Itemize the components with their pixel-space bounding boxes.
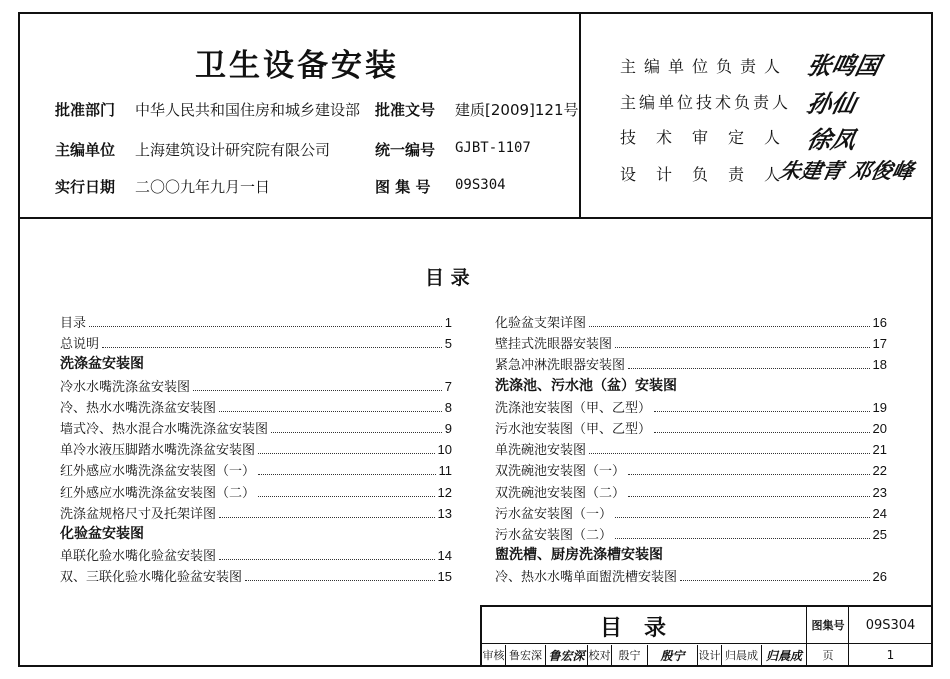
unified-no-value: GJBT-1107 [455,140,531,156]
signature-tech: 孙仙 [804,89,859,118]
page-label: 页 [822,649,834,662]
title-block-divider [480,643,933,644]
toc-entry [60,482,452,503]
atlas-no-cell-value: 09S304 [865,617,916,633]
review-label: 审核 [482,645,506,665]
atlas-no-cell-label: 图集号 [811,619,845,632]
toc-entry-page: 8 [444,399,452,415]
approval-dept-value: 中华人民共和国住房和城乡建设部 [135,101,361,119]
toc-entry-page: 25 [872,526,887,542]
atlas-no-label: 图 集 号 [375,178,431,196]
toc-entry-page: 24 [872,505,887,521]
toc-entry-page: 17 [872,336,887,352]
toc-entry-title: 目录 [60,316,87,331]
toc-entry-title: 污水盆安装图（一） [495,506,613,522]
toc-entry-title: 洗涤池安装图（甲、乙型） [495,400,652,416]
toc-entry [60,566,452,587]
toc-entry-page: 9 [444,420,452,436]
toc-entry-page: 18 [872,357,887,373]
toc-title: 目 录 [425,267,470,289]
toc-entry-page: 26 [872,569,887,585]
toc-entry-page: 20 [872,420,887,436]
toc-leader-dots [89,316,442,327]
approval-no-value: 建质[2009]121号 [455,101,579,119]
toc-entry-page: 13 [437,505,452,521]
toc-entry-page: 23 [872,484,887,500]
toc-leader-dots [628,464,870,475]
toc-leader-dots [271,422,442,433]
toc-entry-title: 洗涤盆规格尺寸及托架详图 [60,506,217,522]
approval-dept-label: 批准部门 [55,101,116,119]
toc-section-heading [495,545,887,566]
toc-entry [60,545,452,566]
resp-label-chief-unit: 主编单位负责人 [620,57,789,76]
toc-section-heading [495,376,887,397]
toc-leader-dots [628,486,870,497]
toc-entry-page: 11 [438,463,452,479]
toc-entry-title: 双洗碗池安装图（二） [495,485,626,501]
toc-leader-dots [258,443,435,454]
review-name: 鲁宏深 [506,645,546,665]
editor-unit-label: 主编单位 [55,141,116,159]
toc-entry-page: 15 [437,569,452,585]
toc-entry [60,397,452,418]
toc-entry [60,333,452,354]
toc-left-column [60,312,452,587]
toc-section-heading [60,524,452,545]
toc-entry-title: 壁挂式洗眼器安装图 [495,337,613,353]
toc-leader-dots [615,507,870,518]
effective-date-value: 二〇〇九年九月一日 [135,178,271,196]
toc-leader-dots [615,528,870,539]
title-block-divider-v2 [848,605,849,667]
toc-entry [495,333,887,354]
toc-entry [495,482,887,503]
toc-entry-page: 1 [444,315,452,330]
resp-label-review: 技术审定人 [620,128,801,147]
toc-entry [60,418,452,439]
approval-no-label: 批准文号 [375,101,436,119]
check-label: 校对 [588,645,612,665]
unified-no-label: 统一编号 [375,141,436,159]
review-signature: 鲁宏深 [546,645,588,665]
signature-review: 徐凤 [804,125,859,154]
toc-leader-dots [628,358,870,369]
toc-entry [495,354,887,375]
toc-leader-dots [258,464,435,475]
toc-entry-title: 单洗碗池安装图 [495,443,587,459]
effective-date-label: 实行日期 [55,178,116,196]
title-block-title: 目录 [600,616,689,641]
toc-entry [495,418,887,439]
title-block-divider-v1 [806,605,807,667]
toc-entry-title: 单联化验水嘴化验盆安装图 [60,549,217,565]
design-name: 归晨成 [722,645,762,665]
toc-leader-dots [654,401,870,412]
toc-leader-dots [245,570,435,581]
toc-entry-title: 冷、热水水嘴洗涤盆安装图 [60,400,217,416]
atlas-title: 卫生设备安装 [195,48,399,84]
resp-label-design: 设计负责人 [620,165,801,184]
toc-entry-title: 洗涤池、污水池（盆）安装图 [495,377,677,394]
toc-entry-page: 21 [872,442,887,458]
toc-entry-title: 污水池安装图（甲、乙型） [495,421,652,437]
check-name: 殷宁 [612,645,648,665]
toc-entry-page: 12 [437,484,452,500]
toc-leader-dots [680,570,870,581]
signature-design: 朱建青 邓俊峰 [777,158,916,183]
toc-entry [495,566,887,587]
toc-entry-title: 红外感应水嘴洗涤盆安装图（二） [60,485,256,501]
toc-leader-dots [258,486,435,497]
toc-leader-dots [589,443,870,454]
editor-unit-value: 上海建筑设计研究院有限公司 [135,141,331,159]
toc-entry-page: 22 [872,463,887,479]
toc-leader-dots [219,507,435,518]
toc-entry-title: 墙式冷、热水混合水嘴洗涤盆安装图 [60,421,269,437]
toc-leader-dots [615,337,870,348]
toc-entry-title: 冷、热水水嘴单面盥洗槽安装图 [495,570,678,586]
toc-entry [495,312,887,333]
toc-entry [495,524,887,545]
toc-entry-title: 紧急冲淋洗眼器安装图 [495,358,626,374]
toc-entry-title: 化验盆支架详图 [495,316,587,331]
atlas-no-value: 09S304 [455,177,506,193]
toc-entry-title: 双、三联化验水嘴化验盆安装图 [60,570,243,586]
toc-entry-title: 污水盆安装图（二） [495,527,613,543]
header-divider [18,217,933,219]
check-signature: 殷宁 [648,645,698,665]
toc-right-column [495,312,887,587]
design-label: 设计 [698,645,722,665]
toc-entry-title: 化验盆安装图 [60,525,144,542]
toc-entry-title: 洗涤盆安装图 [60,356,144,373]
toc-section-heading [60,354,452,375]
toc-leader-dots [654,422,870,433]
toc-entry-page: 5 [444,336,452,352]
page-number: 1 [886,648,895,662]
toc-entry-page: 19 [872,399,887,415]
toc-leader-dots [589,316,870,327]
toc-entry-title: 单冷水液压脚踏水嘴洗涤盆安装图 [60,443,256,459]
toc-entry [495,503,887,524]
toc-entry-title: 双洗碗池安装图（一） [495,464,626,480]
toc-leader-dots [219,401,442,412]
resp-label-tech: 主编单位技术负责人 [620,93,792,112]
header-column-divider [579,12,581,218]
signature-chief-unit: 张鸣国 [804,51,883,80]
toc-leader-dots [193,380,442,391]
toc-entry [60,312,452,333]
toc-entry-page: 16 [872,315,887,330]
toc-entry-title: 盥洗槽、厨房洗涤槽安装图 [495,547,663,564]
toc-entry [60,439,452,460]
toc-entry-page: 10 [437,442,452,458]
toc-entry [60,503,452,524]
toc-entry [495,439,887,460]
design-signature: 归晨成 [765,648,802,663]
toc-entry-page: 7 [444,378,452,394]
toc-entry [495,397,887,418]
toc-entry [60,460,452,481]
toc-entry [495,460,887,481]
toc-entry-title: 冷水水嘴洗涤盆安装图 [60,379,191,395]
toc-entry-page: 14 [437,548,452,564]
toc-leader-dots [102,337,442,348]
toc-leader-dots [219,549,435,560]
toc-entry-title: 红外感应水嘴洗涤盆安装图（一） [60,464,256,480]
toc-entry [60,376,452,397]
toc-entry-title: 总说明 [60,337,100,353]
